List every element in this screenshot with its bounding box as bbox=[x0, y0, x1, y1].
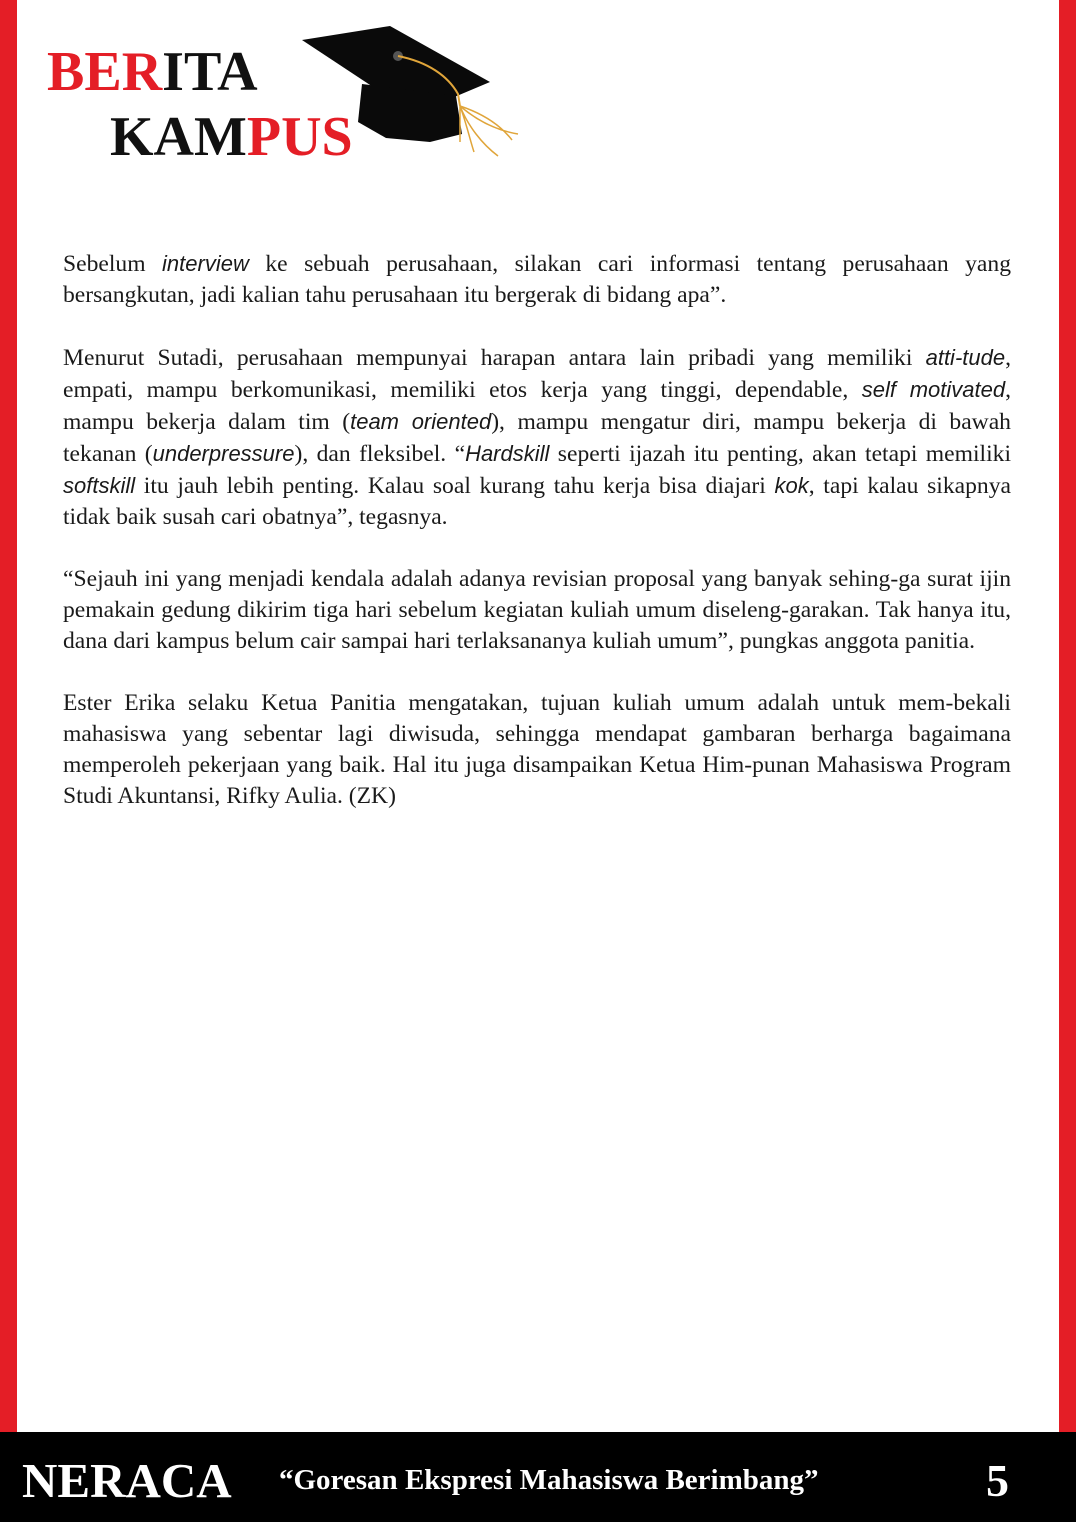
masthead-title-line2: KAMPUS bbox=[110, 106, 353, 168]
right-red-border bbox=[1059, 0, 1076, 1432]
page-number: 5 bbox=[986, 1455, 1009, 1506]
graduation-cap-icon bbox=[298, 22, 524, 164]
masthead-title-line1: BERITA bbox=[47, 41, 258, 103]
article-paragraph-1: Sebelum interview ke sebuah perusahaan, silakan cari informasi tentang perusahaan yang bersangkutan, jadi kalian tahu perusahaan itu bergerak di bidang apa”. bbox=[63, 251, 1011, 308]
article-body bbox=[63, 248, 1011, 843]
article-paragraph-4: Ester Erika selaku Ketua Panitia mengatakan, tujuan kuliah umum adalah untuk mem-bekali mahasiswa yang sebentar lagi diwisuda, sehingga mendapat gambaran berharga bagaimana memperoleh pekerjaan yang baik. Hal itu juga disampaikan Ketua Him-punan Mahasiswa Program Studi Akuntansi, Rifky Aulia. (ZK) bbox=[63, 690, 1011, 809]
article-paragraph-3: “Sejauh ini yang menjadi kendala adalah adanya revisian proposal yang banyak sehing-ga surat ijin pemakain gedung dikirim tiga hari sebelum kegiatan kuliah umum diseleng-garakan. Tak hanya itu, dana dari kampus belum cair sampai hari terlaksananya kuliah umum”, pungkas anggota panitia. bbox=[63, 566, 1011, 654]
footer-slogan: “Goresan Ekspresi Mahasiswa Berimbang” bbox=[279, 1464, 819, 1496]
left-red-border bbox=[0, 0, 17, 1432]
footer-bar bbox=[0, 1432, 1076, 1522]
article-paragraph-2: Menurut Sutadi, perusahaan mempunyai harapan antara lain pribadi yang memiliki atti-tude, empati, mampu berkomunikasi, memiliki etos kerja yang tinggi, dependable, self motivated, mampu bekerja dalam tim (team oriented), mampu mengatur diri, mampu bekerja di bawah tekanan (underpressure), dan fleksibel. “Hardskill seperti ijazah itu penting, akan tetapi memiliki softskill itu jauh lebih penting. Kalau soal kurang tahu kerja bisa diajari kok, tapi kalau sikapnya tidak baik susah cari obatnya”, tegasnya. bbox=[63, 345, 1011, 530]
footer-brand: NERACA bbox=[22, 1453, 232, 1508]
masthead bbox=[0, 0, 600, 200]
